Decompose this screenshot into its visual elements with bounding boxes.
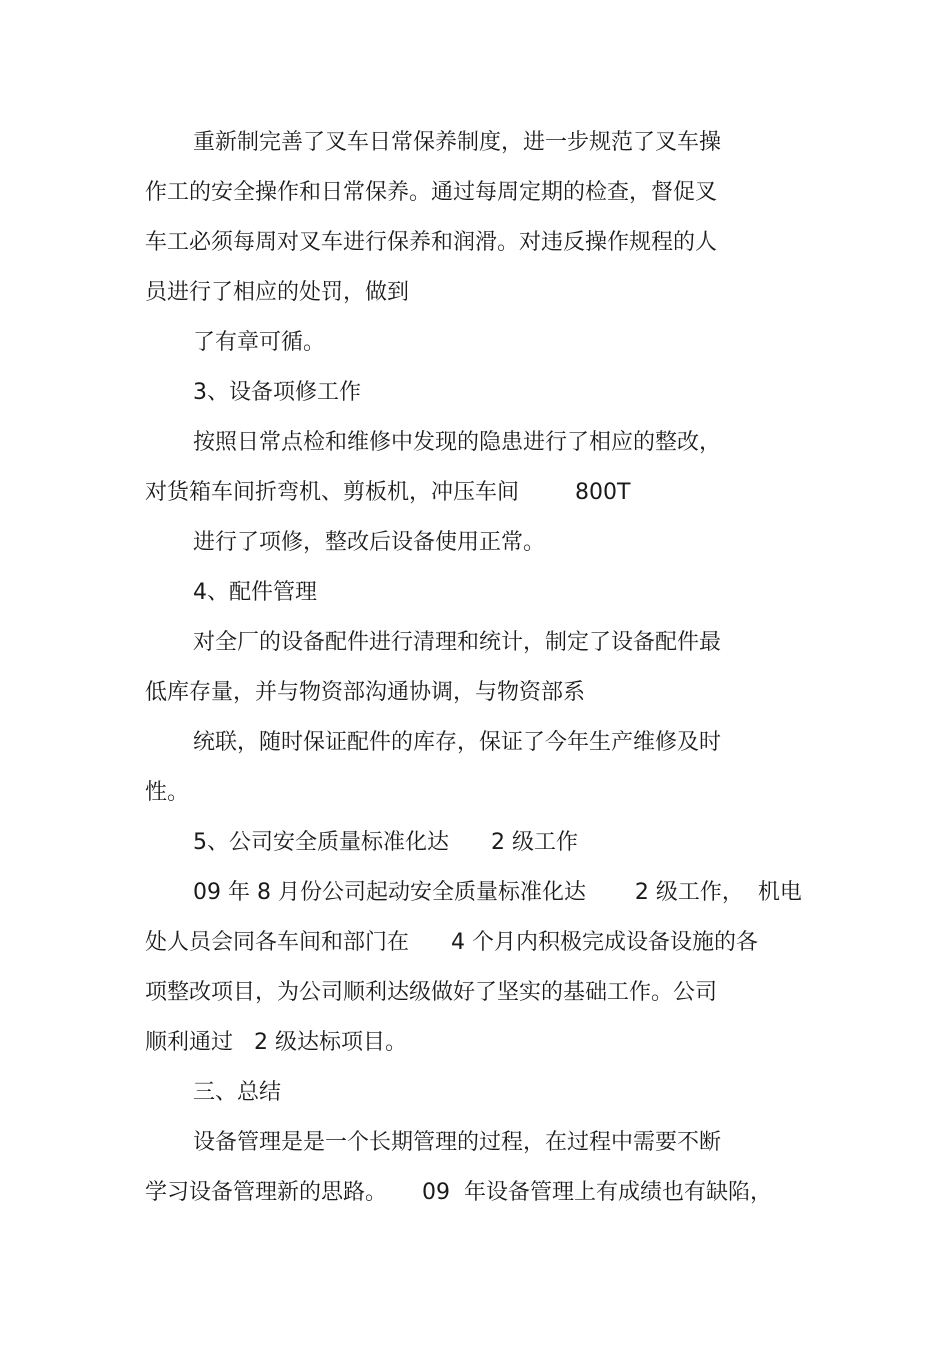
text-line: 对全厂的设备配件进行清理和统计，制定了设备配件最 xyxy=(193,630,722,655)
text-line: 进行了项修，整改后设备使用正常。 xyxy=(193,530,546,555)
text-line: 了有章可循。 xyxy=(193,330,326,355)
text-line: 项整改项目，为公司顺利达级做好了坚实的基础工作。公司 xyxy=(145,980,718,1005)
section-heading: 5、公司安全质量标准化达 2 级工作 xyxy=(193,830,578,855)
text-line: 设备管理是是一个长期管理的过程，在过程中需要不断 xyxy=(193,1130,722,1155)
text-line: 统联，随时保证配件的库存，保证了今年生产维修及时 xyxy=(193,730,722,755)
text-line: 对货箱车间折弯机、剪板机，冲压车间 800T xyxy=(145,480,631,505)
text-line: 按照日常点检和维修中发现的隐患进行了相应的整改， xyxy=(193,430,722,455)
section-heading: 4、配件管理 xyxy=(193,580,317,605)
text-line: 学习设备管理新的思路。 09 年设备管理上有成绩也有缺陷， xyxy=(145,1180,772,1205)
text-line: 性。 xyxy=(145,780,190,805)
text-line: 顺利通过 2 级达标项目。 xyxy=(145,1030,407,1055)
text-line: 处人员会同各车间和部门在 4 个月内积极完成设备设施的各 xyxy=(145,930,758,955)
text-line: 员进行了相应的处罚，做到 xyxy=(145,280,410,305)
text-line: 低库存量，并与物资部沟通协调，与物资部系 xyxy=(145,680,586,705)
text-line: 09 年 8 月份公司起动安全质量标准化达 2 级工作， 机电 xyxy=(193,880,802,905)
text-line: 作工的安全操作和日常保养。通过每周定期的检查，督促叉 xyxy=(145,180,718,205)
text-line: 车工必须每周对叉车进行保养和润滑。对违反操作规程的人 xyxy=(145,230,718,255)
section-heading: 3、设备项修工作 xyxy=(193,380,361,405)
text-line: 重新制完善了叉车日常保养制度，进一步规范了叉车操 xyxy=(193,130,722,155)
section-heading: 三、总结 xyxy=(193,1080,282,1105)
